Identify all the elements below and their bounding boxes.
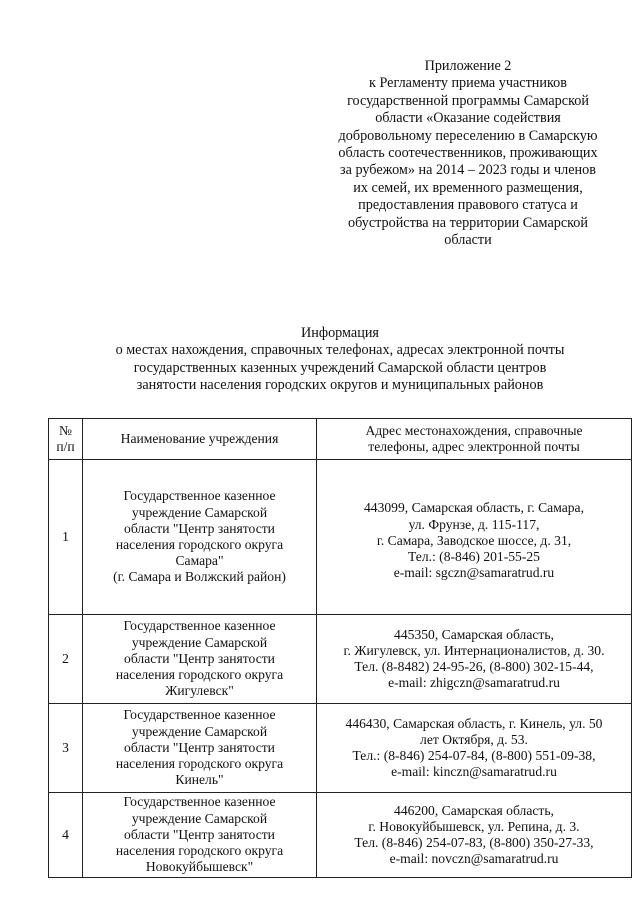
row-number: 1 [49, 460, 83, 615]
info-subtitle-line: занятости населения городских округов и муниципальных районов [136, 377, 544, 394]
appendix-header [318, 58, 618, 249]
appendix-line: добровольному переселению в Самарскую [338, 127, 598, 144]
address-line: лет Октября, д. 53. [420, 731, 528, 747]
appendix-line: их семей, их временного размещения, [353, 179, 583, 196]
row-number: 2 [49, 615, 83, 704]
row-institution-name [83, 793, 317, 878]
name-line: Новокуйбышевск" [145, 859, 254, 875]
email-line: e-mail: kinczn@samaratrud.ru [391, 764, 557, 780]
table-row [49, 460, 632, 615]
row-address [317, 460, 632, 615]
row-institution-name [83, 460, 317, 615]
row-address [317, 704, 632, 793]
appendix-line: предоставления правового статуса и [358, 197, 578, 214]
info-heading [40, 325, 640, 395]
info-subtitle-line: государственных казенных учреждений Самарской области центров [133, 359, 547, 376]
row-number: 4 [49, 793, 83, 878]
address-line: 446200, Самарская область, [394, 802, 554, 818]
appendix-line: области [444, 232, 492, 249]
name-line: области "Центр занятости [124, 520, 275, 536]
address-line: Тел.: (8-846) 254-07-84, (8-800) 551-09-38, [352, 748, 596, 763]
row-address [317, 615, 632, 704]
name-line: населения городского округа [115, 537, 284, 552]
name-line: учреждение Самарской [131, 634, 268, 650]
header-name [83, 419, 317, 460]
address-line: г. Новокуйбышевск, ул. Репина, д. 3. [368, 818, 580, 834]
address-line: Тел. (8-8482) 24-95-26, (8-800) 302-15-44, [354, 659, 594, 674]
name-line: населения городского округа [115, 843, 284, 859]
name-line: Кинель" [175, 772, 224, 788]
header-address-line: телефоны, адрес электронной почты [368, 439, 580, 454]
info-subtitle-line: о местах нахождения, справочных телефонах, адресах электронной почты [115, 342, 565, 359]
name-line: учреждение Самарской [131, 810, 268, 826]
table-header-row [49, 419, 632, 460]
name-line: Государственное казенное [123, 488, 276, 504]
appendix-line: к Регламенту приема участников [369, 75, 567, 92]
address-line: 445350, Самарская область, [394, 626, 554, 642]
header-address-line: Адрес местонахождения, справочные [365, 422, 583, 438]
header-number-line: п/п [56, 439, 75, 454]
row-institution-name [83, 704, 317, 793]
email-line: e-mail: zhigczn@samaratrud.ru [388, 675, 560, 691]
appendix-line: за рубежом» на 2014 – 2023 годы и членов [340, 162, 596, 179]
name-line: Самара" [175, 553, 224, 569]
table-row [49, 615, 632, 704]
header-number [49, 419, 83, 460]
header-address [317, 419, 632, 460]
address-line: Тел. (8-846) 254-07-83, (8-800) 350-27-33, [354, 835, 594, 850]
name-line: учреждение Самарской [131, 504, 268, 520]
address-line: Тел.: (8-846) 201-55-25 [408, 549, 540, 565]
table-row [49, 793, 632, 878]
address-line: 443099, Самарская область, г. Самара, [363, 500, 584, 516]
address-line: г. Жигулевск, ул. Интернационалистов, д. 30. [343, 642, 605, 658]
email-line: e-mail: novczn@samaratrud.ru [389, 851, 559, 867]
appendix-line: область соотечественников, проживающих [338, 145, 598, 162]
address-line: ул. Фрунзе, д. 115-117, [408, 516, 540, 532]
info-title: Информация [301, 325, 379, 341]
institutions-table [48, 418, 632, 878]
name-line: Государственное казенное [123, 794, 276, 810]
header-number-line: № [59, 422, 72, 438]
name-line: населения городского округа [115, 667, 284, 683]
row-institution-name [83, 615, 317, 704]
appendix-line: области «Оказание содействия [375, 110, 561, 127]
address-line: г. Самара, Заводское шоссе, д. 31, [376, 532, 572, 548]
name-line: области "Центр занятости [124, 826, 275, 842]
appendix-line: государственной программы Самарской [347, 92, 589, 109]
name-line: области "Центр занятости [124, 739, 275, 755]
name-line: населения городского округа [115, 756, 284, 772]
name-line: Государственное казенное [123, 707, 276, 723]
row-number: 3 [49, 704, 83, 793]
appendix-line: Приложение 2 [424, 58, 512, 74]
name-line: Жигулевск" [165, 683, 234, 699]
name-line: учреждение Самарской [131, 723, 268, 739]
email-line: e-mail: sgczn@samaratrud.ru [393, 565, 555, 581]
appendix-line: обустройства на территории Самарской [347, 214, 588, 231]
row-address [317, 793, 632, 878]
name-line: (г. Самара и Волжский район) [113, 569, 286, 585]
address-line: 446430, Самарская область, г. Кинель, ул. 50 [345, 715, 603, 731]
name-line: области "Центр занятости [124, 650, 275, 666]
table-row [49, 704, 632, 793]
header-name-line: Наименование учреждения [120, 430, 279, 446]
name-line: Государственное казенное [123, 618, 276, 634]
